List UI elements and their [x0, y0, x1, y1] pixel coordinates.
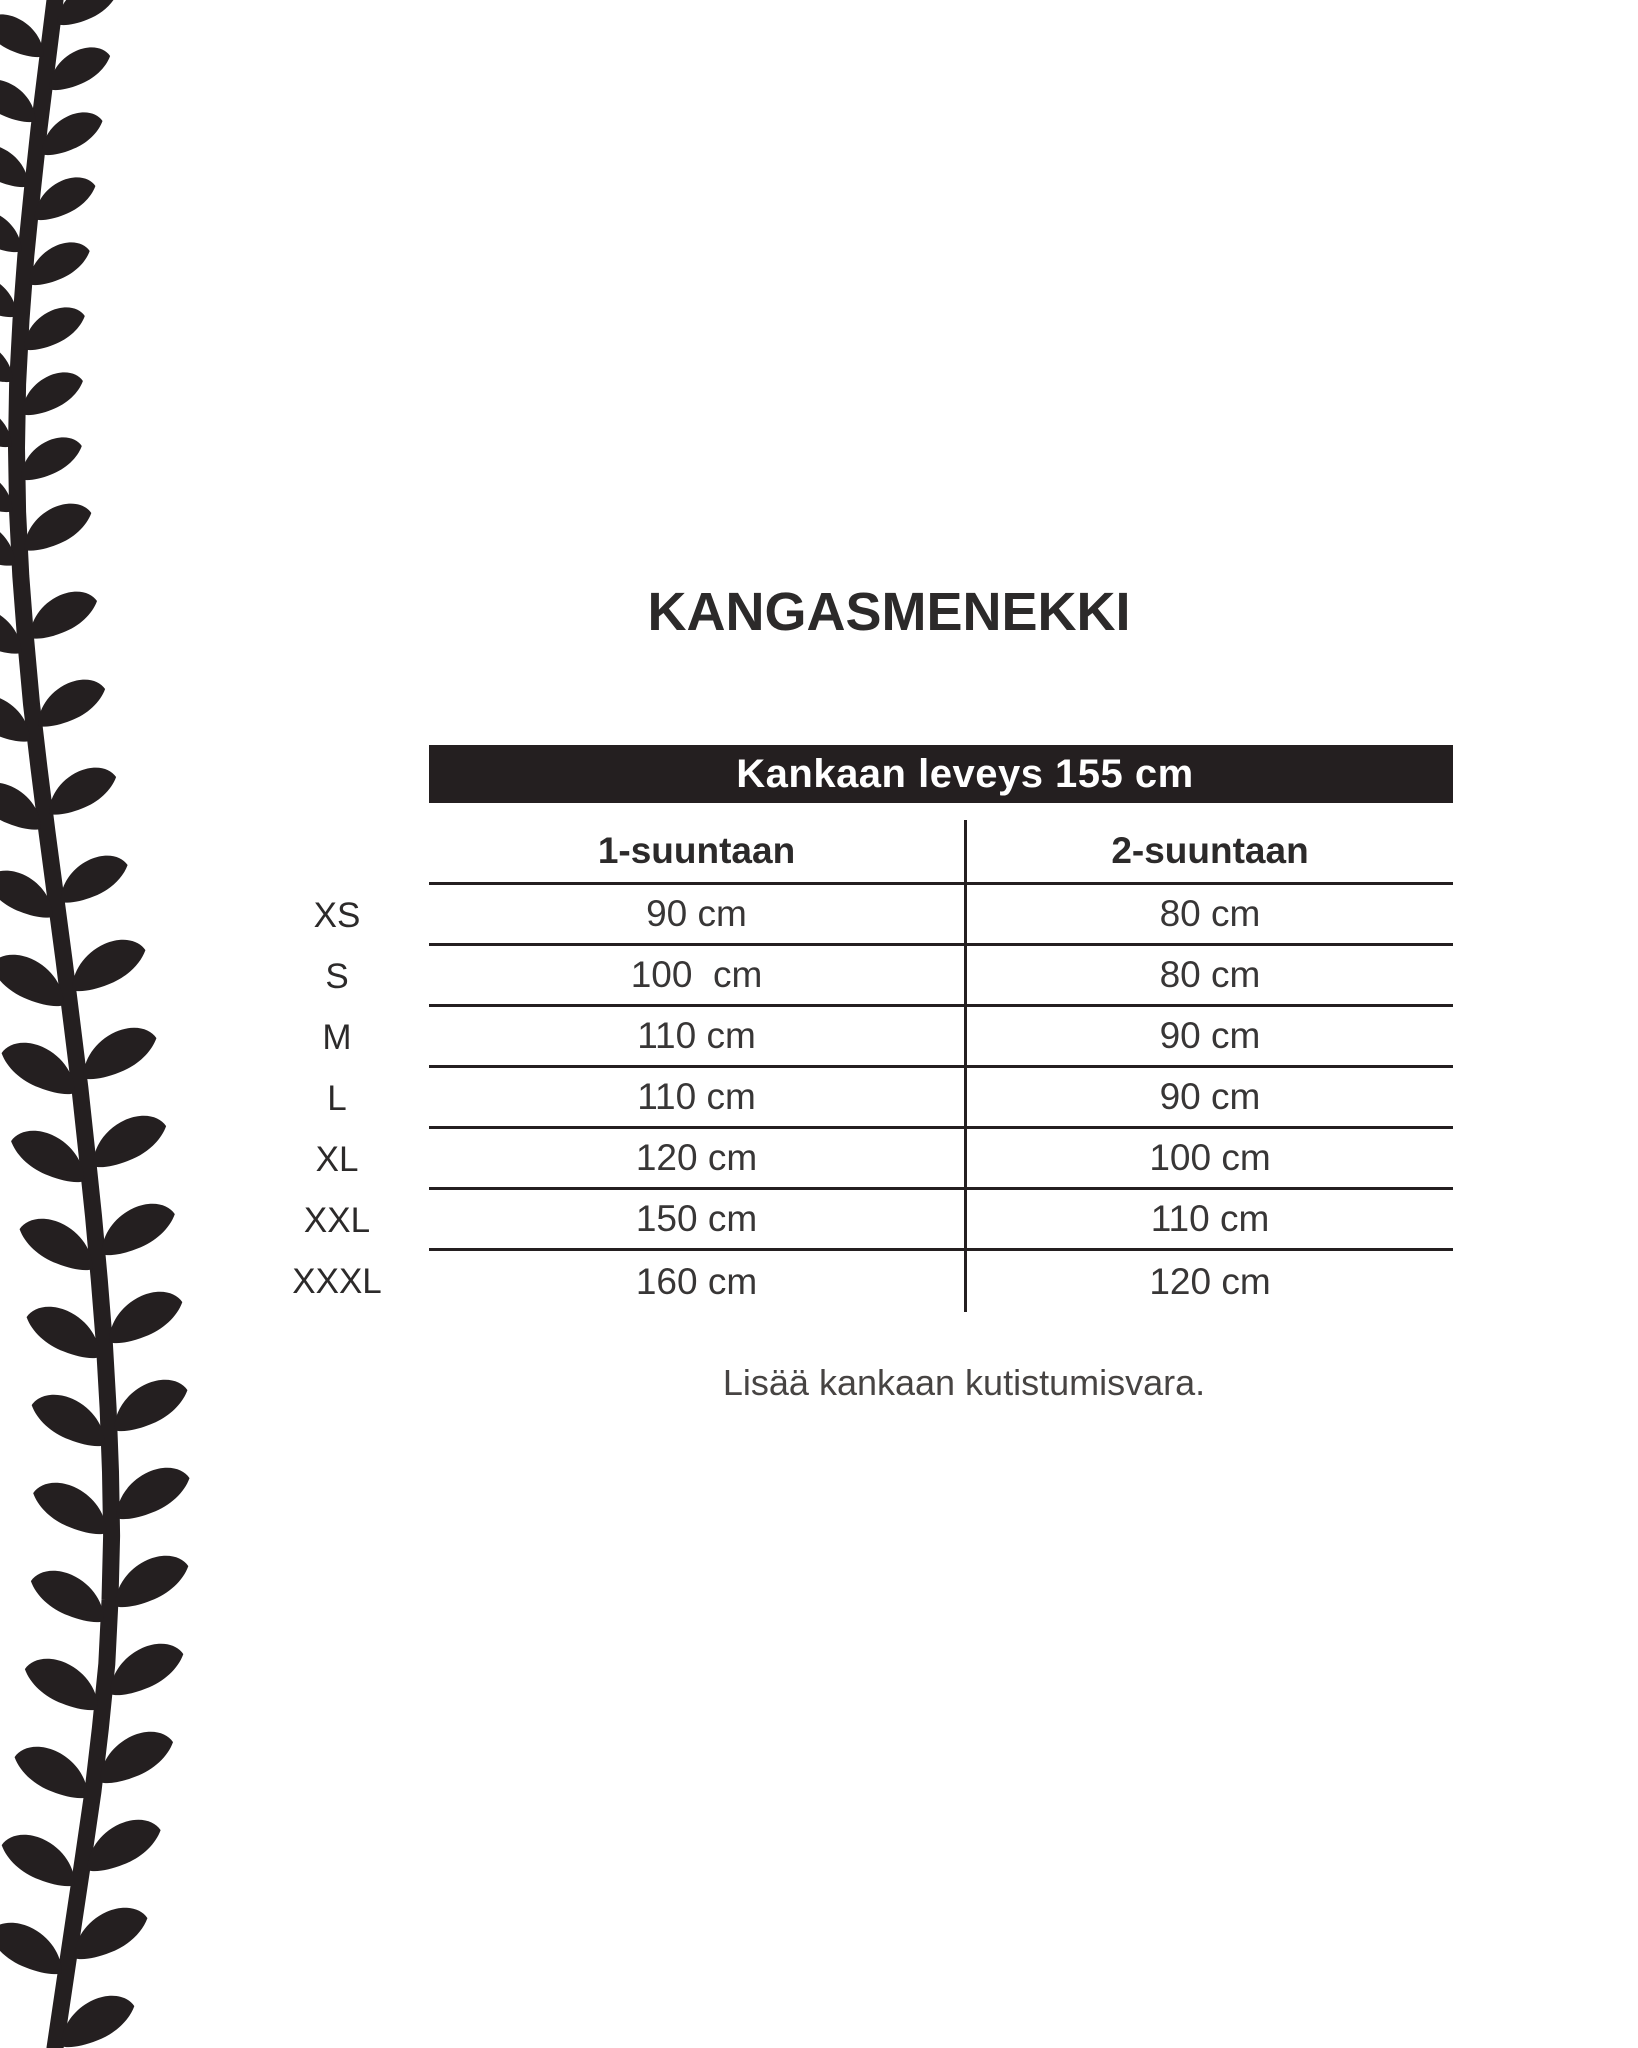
banner-label: Kankaan leveys 155 cm — [736, 751, 1194, 796]
fabric-2way-value: 100 cm — [964, 1129, 1453, 1190]
page-title: KANGASMENEKKI — [647, 582, 1131, 642]
size-label: S — [325, 956, 349, 996]
table-header-banner — [429, 745, 1453, 803]
column-header-row — [245, 820, 1453, 885]
size-label: L — [327, 1078, 347, 1118]
fabric-1way-value: 90 cm — [429, 885, 964, 946]
fabric-consumption-table — [245, 745, 1453, 1312]
size-label: XS — [313, 895, 361, 935]
table-row — [245, 885, 1453, 946]
fabric-1way-value: 100 cm — [429, 946, 964, 1007]
shrinkage-note: Lisää kankaan kutistumisvara. — [722, 1362, 1206, 1403]
size-label: XXXL — [292, 1261, 382, 1301]
fabric-2way-value: 80 cm — [964, 885, 1453, 946]
banner-gap — [245, 803, 1453, 820]
column-header-1way: 1-suuntaan — [429, 820, 964, 885]
size-label: XXL — [303, 1200, 371, 1240]
table-row — [245, 1068, 1453, 1129]
table-row — [245, 1007, 1453, 1068]
fabric-2way-value: 90 cm — [964, 1068, 1453, 1129]
fabric-1way-value: 150 cm — [429, 1190, 964, 1251]
leaf-vine-decoration — [0, 0, 200, 2048]
table-body — [245, 885, 1453, 1312]
fabric-2way-value: 90 cm — [964, 1007, 1453, 1068]
fabric-2way-value: 80 cm — [964, 946, 1453, 1007]
fabric-1way-value: 160 cm — [635, 1260, 758, 1302]
table-row — [245, 1129, 1453, 1190]
size-label: M — [322, 1017, 352, 1057]
fabric-1way-value: 120 cm — [429, 1129, 964, 1190]
fabric-2way-value: 120 cm — [964, 1251, 1453, 1312]
column-header-2way: 2-suuntaan — [964, 820, 1453, 885]
fabric-2way-value: 110 cm — [964, 1190, 1453, 1251]
table-row — [245, 1190, 1453, 1251]
fabric-1way-value: 110 cm — [429, 1007, 964, 1068]
corner-cell — [245, 820, 429, 885]
fabric-1way-value: 110 cm — [429, 1068, 964, 1129]
size-label: XL — [315, 1139, 359, 1179]
table-row — [245, 946, 1453, 1007]
table-row — [245, 1251, 1453, 1312]
